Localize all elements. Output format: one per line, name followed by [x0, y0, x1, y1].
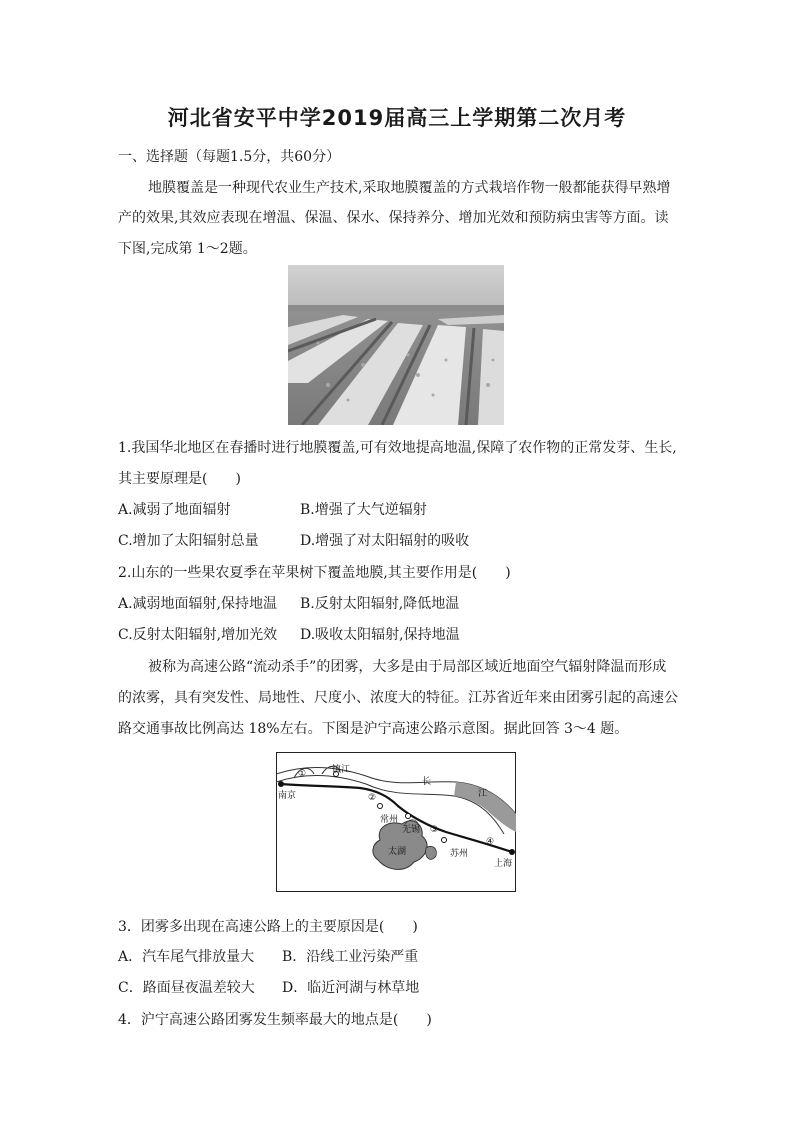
map-point-3: ③ [430, 825, 439, 835]
mulch-field-photo [288, 265, 504, 425]
label-wuxi: 无锡 [402, 825, 421, 835]
map-point-4: ④ [486, 837, 495, 847]
label-river-chang: 长 [422, 777, 432, 787]
label-river-jiang: 江 [478, 789, 488, 799]
q2-option-a[interactable]: A.减弱地面辐射,保持地温 [118, 596, 278, 612]
q2-option-c[interactable]: C.反射太阳辐射,增加光效 [118, 627, 278, 643]
label-zhenjiang: 镇江 [332, 765, 351, 775]
page-title: 河北省安平中学2019届高三上学期第二次月考 [167, 106, 627, 130]
q1-stem-line-2: 其主要原理是( ) [118, 471, 241, 487]
q1-option-d[interactable]: D.增强了对太阳辐射的吸收 [300, 533, 470, 549]
q1-option-a[interactable]: A.减弱了地面辐射 [118, 502, 231, 518]
q3-option-c[interactable]: C．路面昼夜温差较大 [118, 980, 255, 996]
q3-option-a[interactable]: A．汽车尾气排放量大 [118, 949, 255, 965]
q1-stem-line-1: 1.我国华北地区在春播时进行地膜覆盖,可有效地提高地温,保障了农作物的正常发芽、生长, [118, 440, 677, 456]
passage1-line-2: 产的效果,其效应表现在增温、保温、保水、保持养分、增加光效和预防病虫害等方面。读 [118, 210, 669, 226]
passage2-line-1: 被称为高速公路“流动杀手”的团雾，大多是由于局部区域近地面空气辐射降温而形成 [148, 659, 667, 675]
label-shanghai: 上海 [494, 859, 513, 869]
q3-option-b[interactable]: B．沿线工业污染严重 [282, 949, 419, 965]
label-changzhou: 常州 [380, 815, 399, 825]
q4-stem: 4．沪宁高速公路团雾发生频率最大的地点是( ) [118, 1012, 432, 1028]
map-point-1: ① [298, 769, 307, 779]
section-heading: 一、选择题（每题1.5分，共60分） [118, 149, 341, 165]
label-suzhou: 苏州 [450, 849, 469, 859]
passage1-line-1: 地膜覆盖是一种现代农业生产技术,采取地膜覆盖的方式栽培作物一般都能获得早熟增 [148, 180, 671, 196]
q2-option-b[interactable]: B.反射太阳辐射,降低地温 [300, 596, 460, 612]
label-taihu: 太湖 [388, 847, 407, 857]
q1-option-c[interactable]: C.增加了太阳辐射总量 [118, 533, 259, 549]
q2-stem: 2.山东的一些果农夏季在苹果树下覆盖地膜,其主要作用是( ) [118, 565, 511, 581]
q2-option-d[interactable]: D.吸收太阳辐射,保持地温 [300, 627, 460, 643]
q3-option-d[interactable]: D．临近河湖与林草地 [282, 980, 420, 996]
passage1-line-3: 下图,完成第 1～2题。 [118, 241, 257, 257]
q1-option-b[interactable]: B.增强了大气逆辐射 [300, 502, 427, 518]
label-nanjing: 南京 [278, 791, 297, 801]
expressway-map [276, 752, 516, 892]
map-point-2: ② [368, 793, 377, 803]
passage2-line-2: 的浓雾，具有突发性、局地性、尺度小、浓度大的特征。江苏省近年来由团雾引起的高速公 [118, 690, 678, 706]
q3-stem: 3．团雾多出现在高速公路上的主要原因是( ) [118, 919, 418, 935]
passage2-line-3: 路交通事故比例高达 18%左右。下图是沪宁高速公路示意图。据此回答 3～4 题。 [118, 721, 629, 737]
